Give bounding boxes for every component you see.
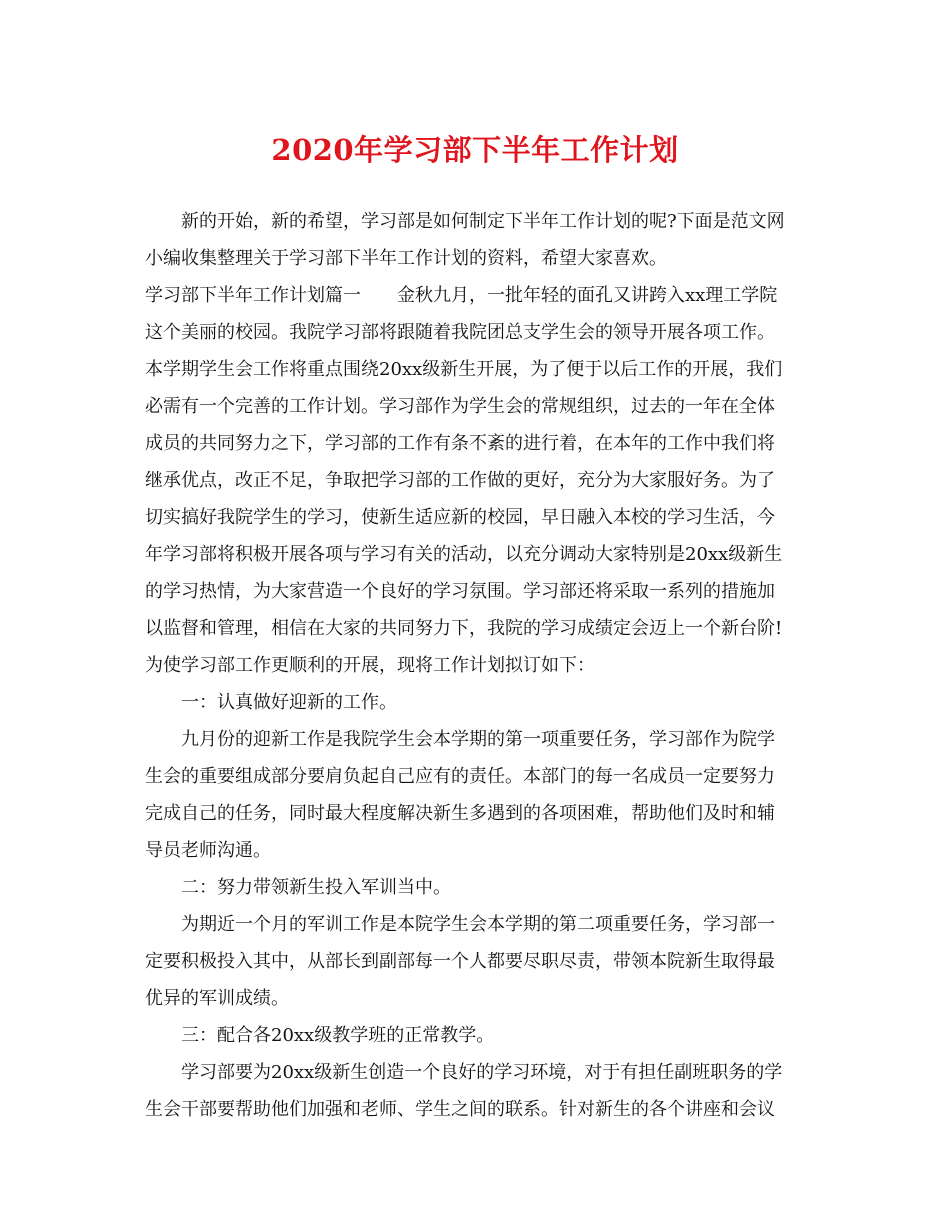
section-heading: 一：认真做好迎新的工作。 <box>181 692 397 713</box>
text-line: 年学习部将积极开展各项与学习有关的活动，以充分调动大家特别是20xx级新生 <box>145 544 783 565</box>
text-line: 本学期学生会工作将重点围绕20xx级新生开展，为了便于以后工作的开展，我们 <box>145 359 783 380</box>
text-line: 切实搞好我院学生的学习，使新生适应新的校园，早日融入本校的学习生活，今 <box>145 507 775 528</box>
text-line: 继承优点，改正不足，争取把学习部的工作做的更好，充分为大家服好务。为了 <box>145 470 775 491</box>
text-line: 九月份的迎新工作是我院学生会本学期的第一项重要任务，学习部作为院学 <box>181 729 775 750</box>
text-line: 学习部下半年工作计划篇一 金秋九月，一批年轻的面孔又讲跨入xx理工学院 <box>145 285 778 306</box>
text-line: 这个美丽的校园。我院学习部将跟随着我院团总支学生会的领导开展各项工作。 <box>145 322 775 343</box>
section-heading: 二：努力带领新生投入军训当中。 <box>181 877 451 898</box>
document-body <box>145 203 810 1128</box>
text-line: 完成自己的任务，同时最大程度解决新生多遇到的各项困难，帮助他们及时和辅 <box>145 803 775 824</box>
text-line: 生会干部要帮助他们加强和老师、学生之间的联系。针对新生的各个讲座和会议 <box>145 1099 775 1120</box>
text-line: 定要积极投入其中，从部长到副部每一个人都要尽职尽责，带领本院新生取得最 <box>145 951 775 972</box>
text-line: 生会的重要组成部分要肩负起自己应有的责任。本部门的每一名成员一定要努力 <box>145 766 775 787</box>
text-line: 的学习热情，为大家营造一个良好的学习氛围。学习部还将采取一系列的措施加 <box>145 581 775 602</box>
text-line: 以监督和管理，相信在大家的共同努力下，我院的学习成绩定会迈上一个新台阶! <box>145 618 783 639</box>
text-line: 优异的军训成绩。 <box>145 988 289 1009</box>
text-line: 导员老师沟通。 <box>145 840 271 861</box>
text-line: 为使学习部工作更顺利的开展，现将工作计划拟订如下： <box>145 655 595 676</box>
section-heading: 三：配合各20xx级教学班的正常教学。 <box>181 1025 495 1046</box>
text-line: 小编收集整理关于学习部下半年工作计划的资料，希望大家喜欢。 <box>145 248 667 269</box>
text-line: 成员的共同努力之下，学习部的工作有条不紊的进行着，在本年的工作中我们将 <box>145 433 775 454</box>
text-line: 学习部要为20xx级新生创造一个良好的学习环境，对于有担任副班职务的学 <box>181 1062 783 1083</box>
document-title: 2020年学习部下半年工作计划 <box>271 133 679 167</box>
text-line: 新的开始，新的希望，学习部是如何制定下半年工作计划的呢?下面是范文网 <box>181 211 785 232</box>
text-line: 为期近一个月的军训工作是本院学生会本学期的第二项重要任务，学习部一 <box>181 914 775 935</box>
text-line: 必需有一个完善的工作计划。学习部作为学生会的常规组织，过去的一年在全体 <box>145 396 775 417</box>
